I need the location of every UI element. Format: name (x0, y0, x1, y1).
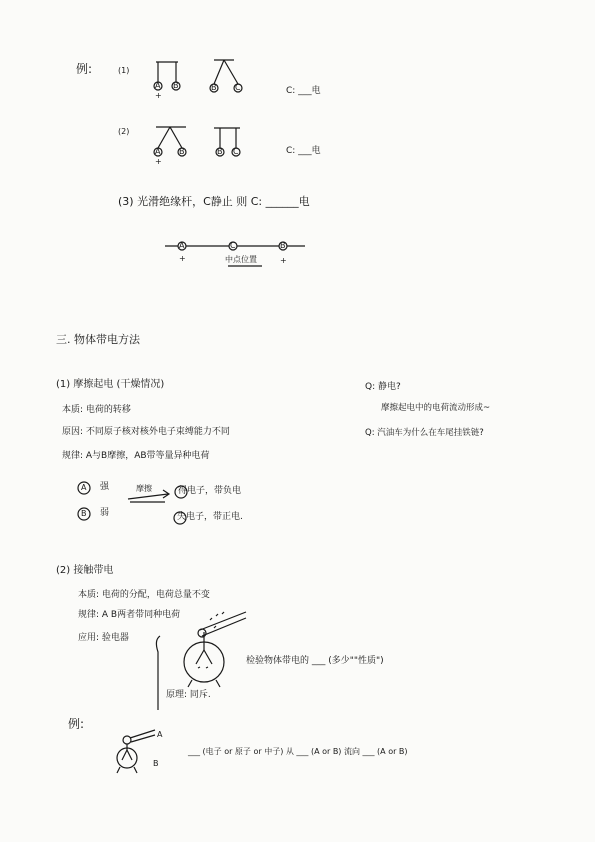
example-label: 例: (76, 62, 93, 76)
friction-rule: 规律: A与B摩擦，AB带等量异种电荷 (62, 451, 210, 461)
friction-principle: 原因: 不同原子核对核外电子束缚能力不同 (62, 427, 230, 437)
lose-label: 失电子，带正电. (177, 512, 243, 522)
q1-ball-a: A (155, 81, 161, 90)
section-title: 三. 物体带电方法 (56, 333, 140, 346)
q2-ball-c: C (233, 147, 239, 156)
arrow-label: 摩擦 (136, 484, 152, 493)
q1-plus: + (155, 91, 162, 100)
q3-plus-b: + (280, 256, 287, 265)
q2-ball-b: B (179, 147, 185, 156)
contact-essence: 本质: 电荷的分配，电荷总量不变 (78, 590, 210, 600)
q1-ball-c: C (235, 83, 241, 92)
example2-b: B (153, 759, 159, 768)
bracket (156, 636, 160, 710)
friction-essence: 本质: 电荷的转移 (62, 405, 131, 415)
q3-mid-label: 中点位置 (225, 255, 257, 264)
q2-ball-b2: B (217, 147, 223, 156)
question-static: Q: 静电? (365, 382, 401, 392)
q2-answer: C: ___电 (286, 146, 321, 156)
q1-ball-b: B (173, 81, 179, 90)
gain-label: 得电子，带负电 (178, 486, 242, 496)
electroscope-drawing (184, 612, 246, 687)
q3-plus-a: + (179, 254, 186, 263)
weak-label: 弱 (100, 508, 110, 518)
q2-plus: + (155, 157, 162, 166)
strong-label: 强 (100, 482, 110, 492)
example-electroscope (117, 730, 155, 773)
q3-text: (3) 光滑绝缘杆，C静止 则 C: ______电 (118, 195, 310, 208)
q1-number: (1) (118, 66, 130, 75)
friction-title: (1) 摩擦起电 (干燥情况) (56, 379, 165, 390)
q1-answer: C: ___电 (286, 86, 321, 96)
weak-mark: B (81, 509, 87, 518)
q3-ball-c: C (230, 241, 236, 250)
q1-ball-b2: B (211, 83, 217, 92)
contact-application: 应用: 验电器 (78, 633, 129, 643)
q2-ball-a: A (155, 147, 161, 156)
answer-static: 摩擦起电中的电荷流动形成~ (381, 403, 491, 413)
contact-detect: 检验物体带电的 ___ (多少""性质") (246, 656, 384, 666)
example2-label: 例: (68, 717, 85, 731)
q2-number: (2) (118, 127, 130, 136)
contact-rule: 规律: A B两者带同种电荷 (78, 610, 181, 620)
strong-mark: A (81, 483, 87, 492)
q3-ball-a: A (179, 241, 185, 250)
q3-ball-b: B (280, 241, 286, 250)
question-chain: Q: 汽油车为什么在车尾挂铁链? (365, 428, 484, 438)
example2-a: A (157, 730, 163, 739)
contact-principle: 原理: 同斥. (166, 690, 211, 700)
example2-text: ___ (电子 or 原子 or 中子) 从 ___ (A or B) 流向 ___ (A or B) (188, 747, 408, 756)
contact-title: (2) 接触带电 (56, 565, 114, 576)
